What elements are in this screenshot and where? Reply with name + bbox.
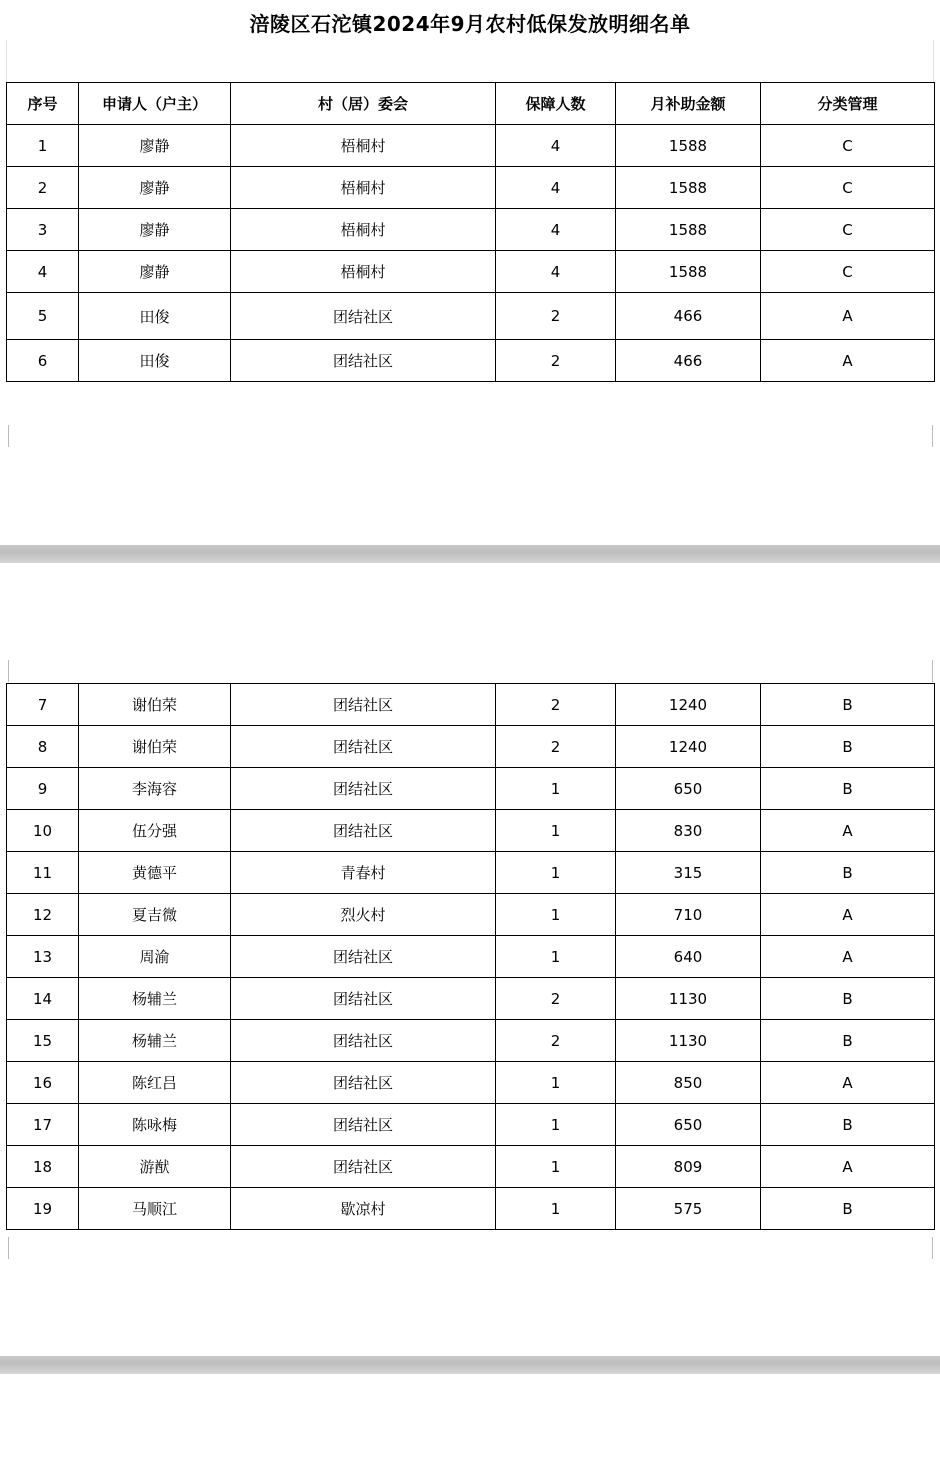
cell-applicant: 谢伯荣 (79, 726, 231, 768)
table-row (7, 936, 935, 978)
cell-committee: 团结社区 (231, 293, 496, 340)
header-committee: 村（居）委会 (231, 83, 496, 125)
header-monthly-amount: 月补助金额 (616, 83, 761, 125)
cell-category: A (761, 810, 935, 852)
cell-applicant: 田俊 (79, 340, 231, 382)
page-corner-mark (0, 425, 9, 447)
header-serial: 序号 (7, 83, 79, 125)
page-separator (0, 1356, 940, 1374)
cell-committee: 梧桐村 (231, 125, 496, 167)
table-row (7, 894, 935, 936)
header-applicant: 申请人（户主） (79, 83, 231, 125)
cell-persons: 1 (496, 1104, 616, 1146)
cell-category: B (761, 768, 935, 810)
cell-committee: 梧桐村 (231, 209, 496, 251)
allowance-table-part-2 (6, 683, 935, 1230)
cell-category: C (761, 209, 935, 251)
cell-committee: 团结社区 (231, 1020, 496, 1062)
cell-serial: 19 (7, 1188, 79, 1230)
cell-persons: 1 (496, 852, 616, 894)
cell-applicant: 游猷 (79, 1146, 231, 1188)
cell-committee: 歇凉村 (231, 1188, 496, 1230)
cell-committee: 梧桐村 (231, 251, 496, 293)
cell-committee: 团结社区 (231, 810, 496, 852)
cell-monthly-amount: 1588 (616, 125, 761, 167)
table-row (7, 125, 935, 167)
cell-monthly-amount: 466 (616, 293, 761, 340)
table-row (7, 293, 935, 340)
cell-persons: 1 (496, 1062, 616, 1104)
cell-serial: 11 (7, 852, 79, 894)
cell-committee: 团结社区 (231, 936, 496, 978)
cell-category: C (761, 251, 935, 293)
cell-serial: 3 (7, 209, 79, 251)
page-corner-mark (0, 1237, 9, 1259)
table-row (7, 726, 935, 768)
table-row (7, 1104, 935, 1146)
cell-category: A (761, 340, 935, 382)
cell-persons: 4 (496, 209, 616, 251)
cell-category: A (761, 1062, 935, 1104)
cell-applicant: 夏吉微 (79, 894, 231, 936)
cell-committee: 团结社区 (231, 684, 496, 726)
cell-committee: 梧桐村 (231, 167, 496, 209)
cell-persons: 2 (496, 1020, 616, 1062)
cell-monthly-amount: 1240 (616, 684, 761, 726)
cell-applicant: 杨辅兰 (79, 978, 231, 1020)
table-row (7, 1146, 935, 1188)
cell-monthly-amount: 1130 (616, 978, 761, 1020)
cell-category: C (761, 167, 935, 209)
cell-committee: 团结社区 (231, 1062, 496, 1104)
allowance-table-part-1 (6, 82, 935, 382)
cell-persons: 4 (496, 125, 616, 167)
cell-monthly-amount: 1588 (616, 251, 761, 293)
cell-serial: 4 (7, 251, 79, 293)
cell-category: B (761, 726, 935, 768)
cell-applicant: 伍分强 (79, 810, 231, 852)
cell-serial: 12 (7, 894, 79, 936)
cell-persons: 1 (496, 1188, 616, 1230)
document-page-1 (0, 0, 940, 545)
cell-monthly-amount: 1588 (616, 167, 761, 209)
cell-serial: 16 (7, 1062, 79, 1104)
cell-category: A (761, 936, 935, 978)
cell-serial: 15 (7, 1020, 79, 1062)
cell-applicant: 廖静 (79, 209, 231, 251)
document-title: 涪陵区石沱镇2024年9月农村低保发放明细名单 (249, 12, 691, 36)
cell-applicant: 周渝 (79, 936, 231, 978)
cell-applicant: 马顺江 (79, 1188, 231, 1230)
table-row (7, 167, 935, 209)
cell-persons: 2 (496, 978, 616, 1020)
cell-serial: 9 (7, 768, 79, 810)
cell-persons: 1 (496, 768, 616, 810)
cell-monthly-amount: 466 (616, 340, 761, 382)
cell-applicant: 陈咏梅 (79, 1104, 231, 1146)
cell-persons: 4 (496, 167, 616, 209)
cell-monthly-amount: 315 (616, 852, 761, 894)
cell-persons: 4 (496, 251, 616, 293)
cell-monthly-amount: 650 (616, 1104, 761, 1146)
cell-applicant: 李海容 (79, 768, 231, 810)
cell-applicant: 杨辅兰 (79, 1020, 231, 1062)
cell-category: B (761, 1104, 935, 1146)
header-persons: 保障人数 (496, 83, 616, 125)
cell-serial: 13 (7, 936, 79, 978)
cell-serial: 17 (7, 1104, 79, 1146)
table-row (7, 209, 935, 251)
cell-category: A (761, 293, 935, 340)
cell-serial: 1 (7, 125, 79, 167)
cell-committee: 团结社区 (231, 1104, 496, 1146)
cell-serial: 14 (7, 978, 79, 1020)
cell-persons: 2 (496, 293, 616, 340)
table-row (7, 340, 935, 382)
cell-committee: 青春村 (231, 852, 496, 894)
cell-serial: 10 (7, 810, 79, 852)
cell-committee: 团结社区 (231, 768, 496, 810)
cell-persons: 1 (496, 1146, 616, 1188)
cell-committee: 团结社区 (231, 726, 496, 768)
cell-persons: 1 (496, 894, 616, 936)
cell-committee: 团结社区 (231, 1146, 496, 1188)
cell-committee: 团结社区 (231, 340, 496, 382)
cell-monthly-amount: 1588 (616, 209, 761, 251)
cell-monthly-amount: 1130 (616, 1020, 761, 1062)
cell-applicant: 陈红吕 (79, 1062, 231, 1104)
table-row (7, 768, 935, 810)
cell-serial: 5 (7, 293, 79, 340)
cell-category: B (761, 684, 935, 726)
cell-monthly-amount: 1240 (616, 726, 761, 768)
cell-persons: 1 (496, 936, 616, 978)
cell-serial: 7 (7, 684, 79, 726)
cell-serial: 18 (7, 1146, 79, 1188)
cell-category: C (761, 125, 935, 167)
cell-persons: 2 (496, 726, 616, 768)
cell-category: B (761, 852, 935, 894)
cell-monthly-amount: 850 (616, 1062, 761, 1104)
cell-monthly-amount: 575 (616, 1188, 761, 1230)
cell-applicant: 谢伯荣 (79, 684, 231, 726)
page-corner-mark (932, 1237, 940, 1259)
cell-persons: 1 (496, 810, 616, 852)
cell-applicant: 廖静 (79, 125, 231, 167)
cell-category: B (761, 1020, 935, 1062)
cell-serial: 8 (7, 726, 79, 768)
table-row (7, 1020, 935, 1062)
cell-monthly-amount: 809 (616, 1146, 761, 1188)
header-category: 分类管理 (761, 83, 935, 125)
cell-persons: 2 (496, 684, 616, 726)
cell-category: B (761, 978, 935, 1020)
table-row (7, 852, 935, 894)
page-corner-mark (0, 660, 9, 682)
cell-category: B (761, 1188, 935, 1230)
page-separator (0, 545, 940, 563)
cell-serial: 2 (7, 167, 79, 209)
table-row (7, 251, 935, 293)
cell-category: A (761, 894, 935, 936)
cell-monthly-amount: 650 (616, 768, 761, 810)
cell-monthly-amount: 830 (616, 810, 761, 852)
table-row (7, 1062, 935, 1104)
cell-applicant: 黄德平 (79, 852, 231, 894)
cell-serial: 6 (7, 340, 79, 382)
cell-applicant: 田俊 (79, 293, 231, 340)
margin-guide (933, 40, 934, 82)
cell-applicant: 廖静 (79, 167, 231, 209)
table-row (7, 810, 935, 852)
table-row (7, 684, 935, 726)
document-page-3 (0, 1374, 940, 1475)
cell-monthly-amount: 710 (616, 894, 761, 936)
cell-persons: 2 (496, 340, 616, 382)
table-row (7, 1188, 935, 1230)
cell-applicant: 廖静 (79, 251, 231, 293)
page-corner-mark (932, 425, 940, 447)
page-corner-mark (932, 660, 940, 682)
cell-monthly-amount: 640 (616, 936, 761, 978)
table-row (7, 978, 935, 1020)
margin-guide (6, 40, 7, 82)
table-body-2 (7, 684, 935, 1230)
cell-category: A (761, 1146, 935, 1188)
table-body-1 (7, 125, 935, 382)
cell-committee: 烈火村 (231, 894, 496, 936)
cell-committee: 团结社区 (231, 978, 496, 1020)
table-header-row (7, 83, 935, 125)
